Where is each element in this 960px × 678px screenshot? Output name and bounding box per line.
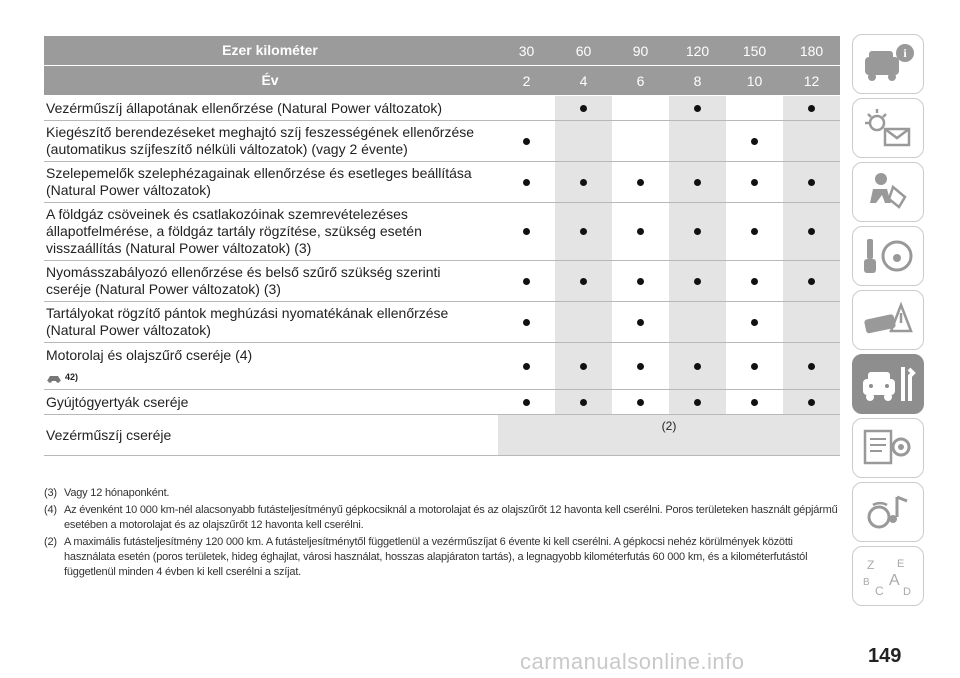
- schedule-cell: [555, 96, 612, 120]
- svg-text:i: i: [903, 46, 907, 60]
- scheduled-dot-icon: [751, 138, 758, 145]
- chapter-sidebar: [852, 34, 924, 610]
- description-line: Gyújtógyertyák cseréje: [46, 393, 189, 410]
- schedule-cell: [783, 96, 840, 120]
- row-description: [44, 390, 496, 414]
- description-line: Vezérműszíj cseréje: [46, 426, 172, 443]
- schedule-cell: [555, 203, 612, 260]
- scheduled-dot-icon: [694, 399, 701, 406]
- year-col-header: 6: [636, 72, 645, 89]
- description-line: cseréje (Natural Power változatok) (3): [46, 281, 281, 297]
- scheduled-dot-icon: [808, 228, 815, 235]
- chapter-tab-index[interactable]: [852, 546, 924, 606]
- table-row: [44, 162, 840, 203]
- scheduled-dot-icon: [580, 363, 587, 370]
- scheduled-dot-icon: [523, 179, 530, 186]
- schedule-cell: [783, 343, 840, 389]
- schedule-cell: [612, 96, 669, 120]
- schedule-cell: [726, 162, 783, 202]
- scheduled-dot-icon: [580, 105, 587, 112]
- scheduled-dot-icon: [523, 319, 530, 326]
- footnote: [44, 486, 840, 501]
- row-description: [44, 121, 496, 161]
- scheduled-dot-icon: [751, 319, 758, 326]
- schedule-cell: [612, 302, 669, 342]
- schedule-cell: [669, 96, 726, 120]
- scheduled-dot-icon: [751, 179, 758, 186]
- car-info-icon: [859, 41, 917, 87]
- header-year-label: Év: [261, 72, 279, 88]
- chapter-tab-dashboard[interactable]: [852, 98, 924, 158]
- schedule-cell: [612, 162, 669, 202]
- schedule-cell: [669, 121, 726, 161]
- year-col-header: 4: [579, 72, 588, 89]
- table-row: [44, 343, 840, 390]
- footnote: [44, 535, 840, 580]
- scheduled-dot-icon: [637, 399, 644, 406]
- svg-text:Z: Z: [867, 558, 875, 572]
- schedule-cell: [669, 390, 726, 414]
- description-line: Nyomásszabályozó ellenőrzése és belső szűrő szükség szerinti: [46, 264, 441, 280]
- scheduled-dot-icon: [808, 278, 815, 285]
- chapter-tab-safety[interactable]: [852, 162, 924, 222]
- description-line: (Natural Power változatok): [46, 182, 211, 198]
- schedule-cell: [783, 121, 840, 161]
- chapter-tab-emergency[interactable]: [852, 290, 924, 350]
- schedule-cell: [612, 203, 669, 260]
- scheduled-dot-icon: [751, 228, 758, 235]
- footnote-text: A maximális futásteljesítmény 120 000 km. A futásteljesítménytől függetlenül a vezérműszíjat 6 évente ki kell cserélni. A gépkocsi nehéz körülmények közötti használata esetén (poros területek, hideg éghajlat, városi használat, hosszas alapjáraton tartás), a legnagyobb kilométerfutás 60 000 km, és a kilométerfutástól függetlenül minden 4 évben ki kell cserélni a szíjat.: [64, 536, 808, 578]
- description-line: (Natural Power változatok): [46, 322, 211, 338]
- scheduled-dot-icon: [751, 278, 758, 285]
- schedule-cell: [555, 302, 612, 342]
- watermark: carmanualsonline.info: [520, 649, 745, 674]
- footnote-number: (2): [44, 536, 57, 548]
- page-number: 149: [868, 645, 902, 667]
- schedule-cell: [498, 121, 555, 161]
- scheduled-dot-icon: [523, 228, 530, 235]
- maintenance-schedule-table: [44, 36, 840, 456]
- key-steering-wheel-icon: [859, 233, 917, 279]
- schedule-cell: [555, 121, 612, 161]
- chapter-tab-starting-driving[interactable]: [852, 226, 924, 286]
- footnotes: [44, 486, 840, 582]
- schedule-cell: [555, 390, 612, 414]
- scheduled-dot-icon: [580, 179, 587, 186]
- row-description: [44, 343, 496, 389]
- schedule-cell: [726, 121, 783, 161]
- schedule-cell: [669, 343, 726, 389]
- svg-text:E: E: [897, 558, 905, 570]
- schedule-cell: [498, 162, 555, 202]
- scheduled-dot-icon: [523, 399, 530, 406]
- scheduled-dot-icon: [751, 399, 758, 406]
- footnote: [44, 503, 840, 533]
- schedule-cell: [669, 162, 726, 202]
- schedule-cell: [726, 96, 783, 120]
- header-row-km: [44, 36, 840, 66]
- schedule-cell: [498, 96, 555, 120]
- km-col-header: 30: [518, 42, 535, 59]
- svg-text:C: C: [875, 584, 884, 598]
- footnote-number: (3): [44, 487, 57, 499]
- km-col-header: 90: [632, 42, 649, 59]
- row-description: [44, 96, 496, 120]
- schedule-cell: [612, 261, 669, 301]
- schedule-cell: [498, 390, 555, 414]
- scheduled-dot-icon: [694, 179, 701, 186]
- schedule-cell: [783, 261, 840, 301]
- schedule-cell: [726, 261, 783, 301]
- schedule-cell: [555, 162, 612, 202]
- schedule-cell: [669, 302, 726, 342]
- description-line: Kiegészítő berendezéseket meghajtó szíj feszességének ellenőrzése: [46, 124, 475, 140]
- index-alphabet-icon: [859, 553, 917, 599]
- schedule-cell: [498, 203, 555, 260]
- scheduled-dot-icon: [523, 363, 530, 370]
- footnote-text: Vagy 12 hónaponként.: [64, 487, 170, 499]
- table-row: [44, 96, 840, 121]
- schedule-cell: [498, 343, 555, 389]
- description-line: A földgáz csöveinek és csatlakozóinak szemrevételezéses: [46, 206, 408, 222]
- table-row: [44, 302, 840, 343]
- multimedia-icon: [859, 489, 917, 535]
- schedule-cell: [783, 390, 840, 414]
- year-col-header: 12: [803, 72, 820, 89]
- description-line: Tartályokat rögzítő pántok meghúzási nyomatékának ellenőrzése: [46, 305, 449, 321]
- description-line: Vezérműszíj állapotának ellenőrzése (Natural Power változatok): [46, 99, 443, 116]
- schedule-cell: [726, 203, 783, 260]
- table-row: [44, 121, 840, 162]
- scheduled-dot-icon: [808, 105, 815, 112]
- scheduled-dot-icon: [637, 179, 644, 186]
- row-description: [44, 203, 496, 260]
- row-description: [44, 415, 496, 455]
- car-maintenance-wrench-icon: [859, 361, 917, 407]
- schedule-cell: [555, 261, 612, 301]
- scheduled-dot-icon: [808, 399, 815, 406]
- footnote-text: Az évenként 10 000 km-nél alacsonyabb futásteljesítményű gépkocsiknál a motorolajat és az olajszűrőt 12 havonta kell cserélni. Poros területeken használt gépjármű esetében a motorolajat és az olajszűrőt 12 havonta kell cserélni.: [64, 504, 838, 531]
- scheduled-dot-icon: [580, 228, 587, 235]
- description-line: állapotfelmérése, a földgáz tartály rögzítése, szükség esetén: [46, 223, 422, 239]
- svg-text:B: B: [863, 577, 870, 588]
- chapter-tab-car-info[interactable]: [852, 34, 924, 94]
- car-accident-icon: [859, 297, 917, 343]
- scheduled-dot-icon: [580, 399, 587, 406]
- table-body: [44, 96, 840, 456]
- dashboard-lights-icon: [859, 105, 917, 151]
- year-col-header: 8: [693, 72, 702, 89]
- km-col-header: 180: [799, 42, 824, 59]
- scheduled-dot-icon: [637, 363, 644, 370]
- schedule-cell: [612, 121, 669, 161]
- row-description: [44, 162, 496, 202]
- schedule-cell: [726, 343, 783, 389]
- scheduled-dot-icon: [694, 105, 701, 112]
- scheduled-dot-icon: [637, 228, 644, 235]
- schedule-cell: [783, 203, 840, 260]
- scheduled-dot-icon: [694, 278, 701, 285]
- schedule-cell: [612, 343, 669, 389]
- schedule-cell: [783, 302, 840, 342]
- table-row: [44, 203, 840, 261]
- schedule-cell: [783, 162, 840, 202]
- technical-data-gears-icon: [859, 425, 917, 471]
- merged-note-cell: (2): [498, 415, 840, 455]
- year-col-header: 10: [746, 72, 763, 89]
- scheduled-dot-icon: [580, 278, 587, 285]
- scheduled-dot-icon: [751, 363, 758, 370]
- description-line: Motorolaj és olajszűrő cseréje (4): [46, 346, 253, 363]
- description-line: visszaállítás (Natural Power változatok) (3): [46, 240, 312, 256]
- scheduled-dot-icon: [637, 278, 644, 285]
- scheduled-dot-icon: [523, 138, 530, 145]
- chapter-tab-multimedia[interactable]: [852, 482, 924, 542]
- warning-car-icon: [46, 371, 62, 383]
- km-col-header: 60: [575, 42, 592, 59]
- description-line: (automatikus szíjfeszítő nélküli változatok) (vagy 2 évente): [46, 141, 408, 157]
- scheduled-dot-icon: [808, 179, 815, 186]
- schedule-cell: [555, 343, 612, 389]
- schedule-cell: [669, 261, 726, 301]
- schedule-cell: [498, 261, 555, 301]
- scheduled-dot-icon: [694, 363, 701, 370]
- year-col-header: 2: [522, 72, 531, 89]
- scheduled-dot-icon: [637, 319, 644, 326]
- warning-reference-text: 42): [65, 371, 79, 382]
- row-description: [44, 302, 496, 342]
- chapter-tab-technical-data[interactable]: [852, 418, 924, 478]
- table-row: [44, 415, 840, 456]
- warning-reference: [46, 369, 494, 386]
- footnote-number: (4): [44, 504, 57, 516]
- km-col-header: 150: [742, 42, 767, 59]
- header-row-year: [44, 66, 840, 96]
- schedule-cell: [498, 302, 555, 342]
- header-km-label: Ezer kilométer: [222, 42, 318, 58]
- scheduled-dot-icon: [808, 363, 815, 370]
- description-line: Szelepemelők szelephézagainak ellenőrzése és esetleges beállítása: [46, 165, 472, 181]
- schedule-cell: [726, 302, 783, 342]
- schedule-cell: [726, 390, 783, 414]
- safety-airbag-icon: [859, 169, 917, 215]
- km-col-header: 120: [685, 42, 710, 59]
- scheduled-dot-icon: [694, 228, 701, 235]
- schedule-cell: [612, 390, 669, 414]
- svg-text:A: A: [889, 572, 900, 589]
- scheduled-dot-icon: [523, 278, 530, 285]
- row-description: [44, 261, 496, 301]
- table-row: [44, 390, 840, 415]
- schedule-cell: [669, 203, 726, 260]
- svg-text:D: D: [903, 586, 911, 598]
- chapter-tab-maintenance[interactable]: [852, 354, 924, 414]
- table-row: [44, 261, 840, 302]
